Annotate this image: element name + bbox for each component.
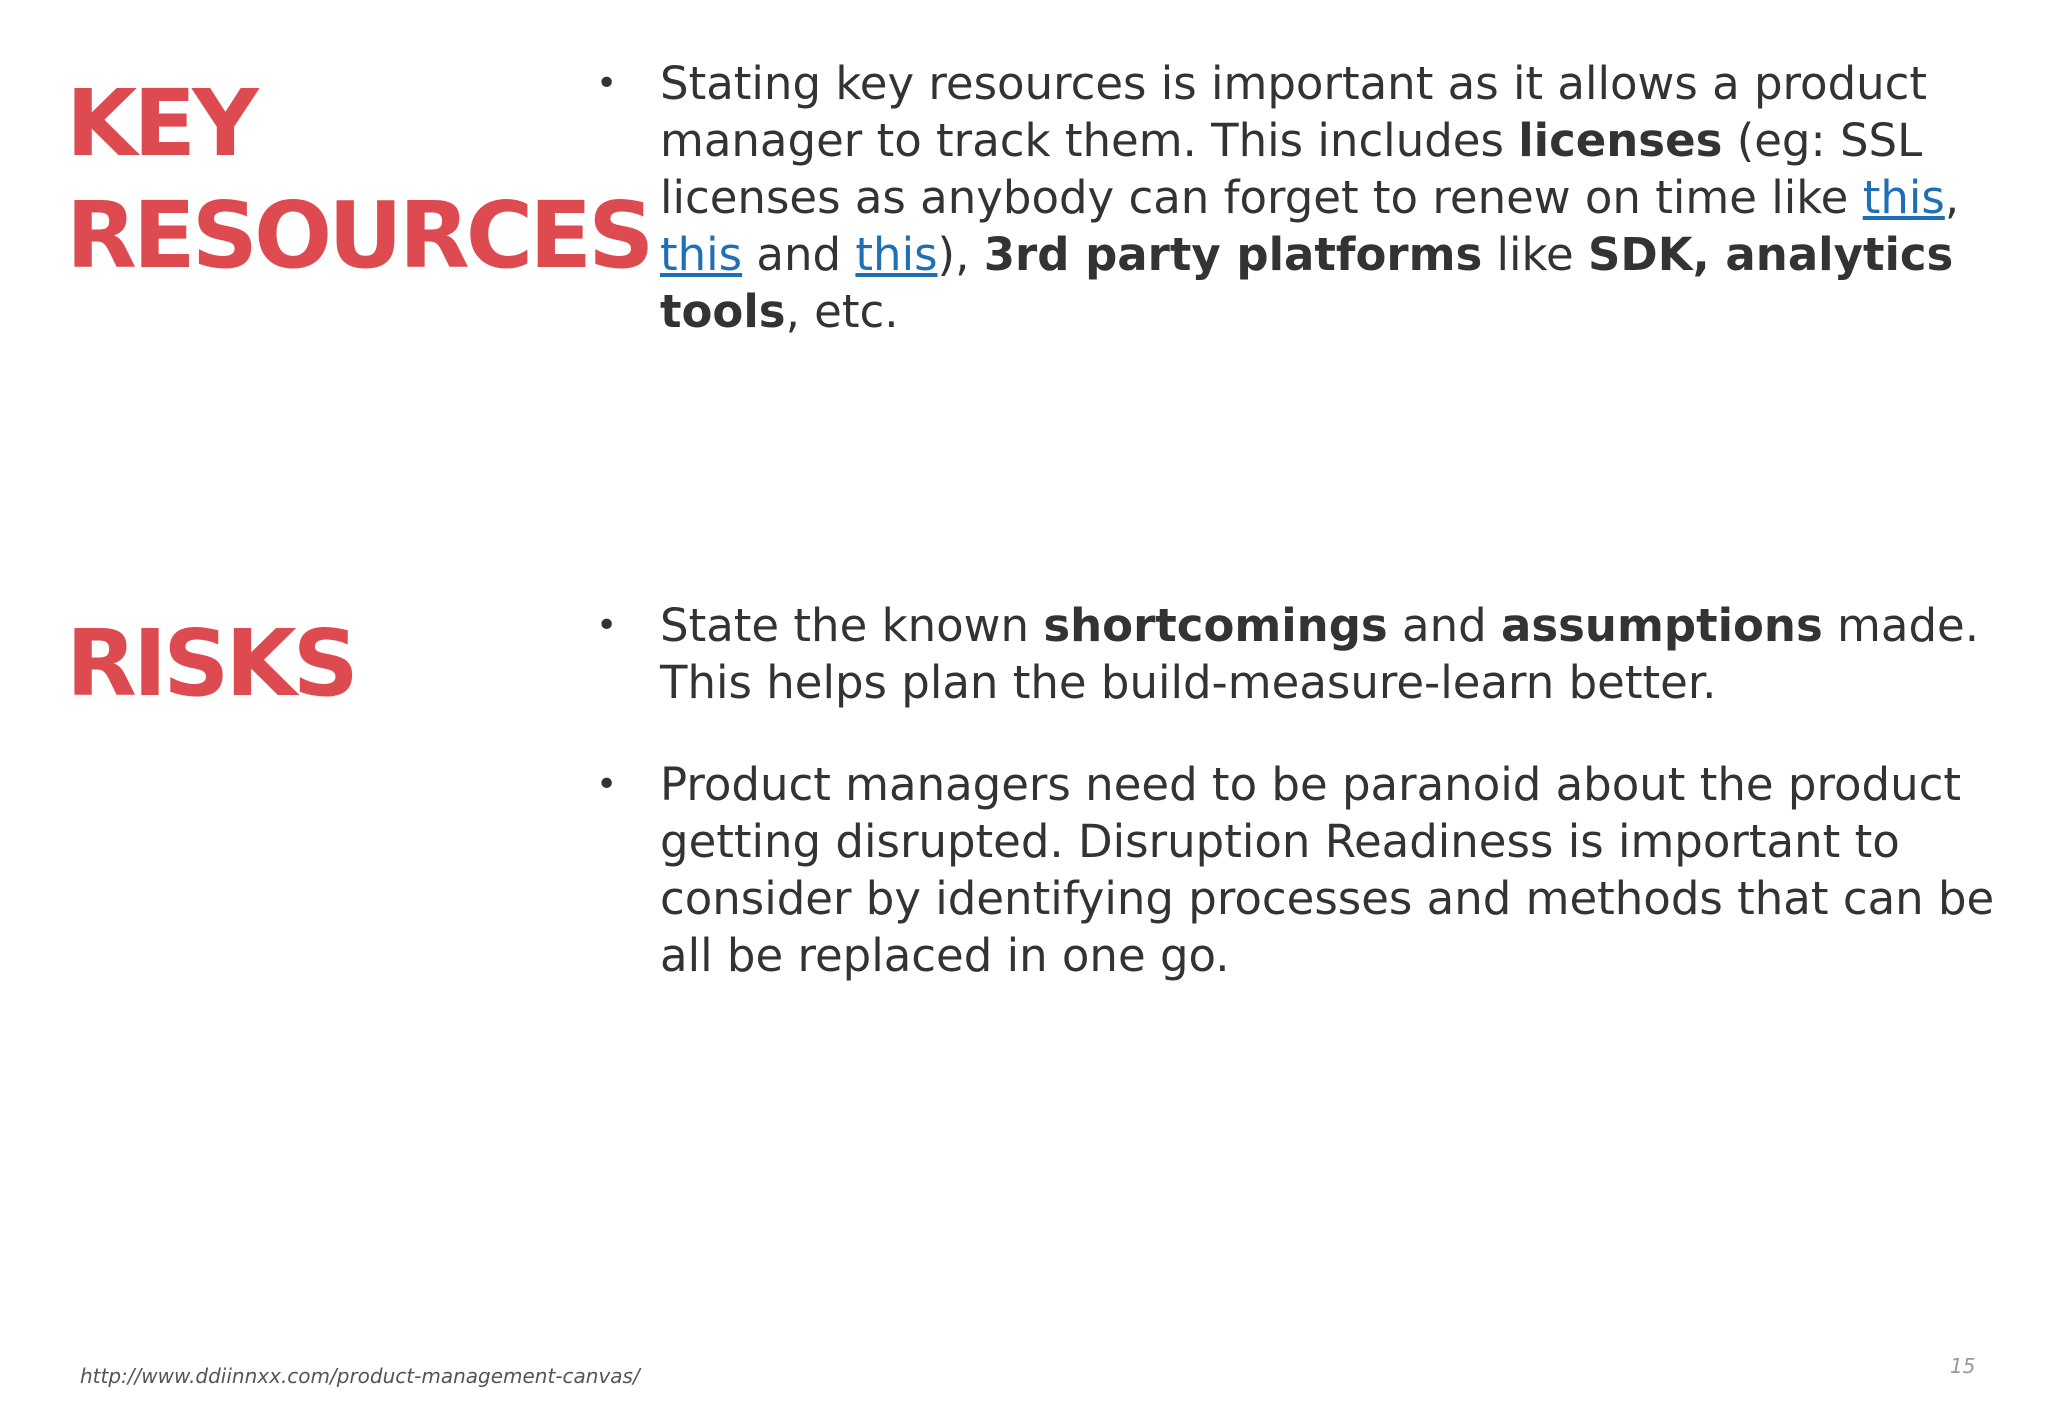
key-resources-heading-line1: KEY <box>66 70 255 177</box>
page-number: 15 <box>1950 1354 1976 1378</box>
link-separator-1: , <box>1944 171 1960 224</box>
link-this-3[interactable]: this <box>855 228 938 281</box>
key-resources-text-part1: Stating key resources is important as it allows a product manager to track them. This includes <box>660 57 1928 167</box>
key-resources-list <box>596 55 2016 385</box>
link-this-1[interactable]: this <box>1862 171 1945 224</box>
footer-source-url: http://www.ddiinnxx.com/product-management-canvas/ <box>80 1364 640 1388</box>
key-resources-text-part4: like <box>1482 228 1589 281</box>
shortcomings-bold: shortcomings <box>1043 599 1388 652</box>
key-resources-text-part5: , etc. <box>785 285 899 338</box>
licenses-bold: licenses <box>1518 114 1723 167</box>
risks-heading-text: RISKS <box>66 610 355 717</box>
bullet-dot-icon: • <box>596 63 618 104</box>
key-resources-bullet <box>596 55 2016 340</box>
risks-bullet-1 <box>596 597 2016 711</box>
third-party-bold: 3rd party platforms <box>983 228 1483 281</box>
risks-bullet1-part1: State the known <box>660 599 1044 652</box>
assumptions-bold: assumptions <box>1501 599 1823 652</box>
bullet-dot-icon: • <box>596 605 618 646</box>
risks-list <box>596 597 2016 1029</box>
link-this-2[interactable]: this <box>660 228 743 281</box>
key-resources-heading-line2: RESOURCES <box>66 182 651 289</box>
risks-heading <box>66 608 355 720</box>
sdk-bold: SDK, analytics tools <box>660 228 1954 338</box>
risks-bullet1-part3: made. This helps plan the build-measure-learn better. <box>660 599 1980 709</box>
key-resources-heading <box>66 68 650 292</box>
risks-bullet-2 <box>596 756 2016 984</box>
key-resources-text-part3: ), <box>937 228 984 281</box>
link-separator-2: and <box>742 228 856 281</box>
risks-bullet2-text: Product managers need to be paranoid about the product getting disrupted. Disruption Readiness is important to consider by identifying processes and methods that can be all be replaced in one go. <box>660 758 1995 982</box>
risks-bullet1-part2: and <box>1387 599 1501 652</box>
key-resources-text-part2: (eg: SSL licenses as anybody can forget to renew on time like <box>660 114 1923 224</box>
bullet-dot-icon: • <box>596 764 618 805</box>
